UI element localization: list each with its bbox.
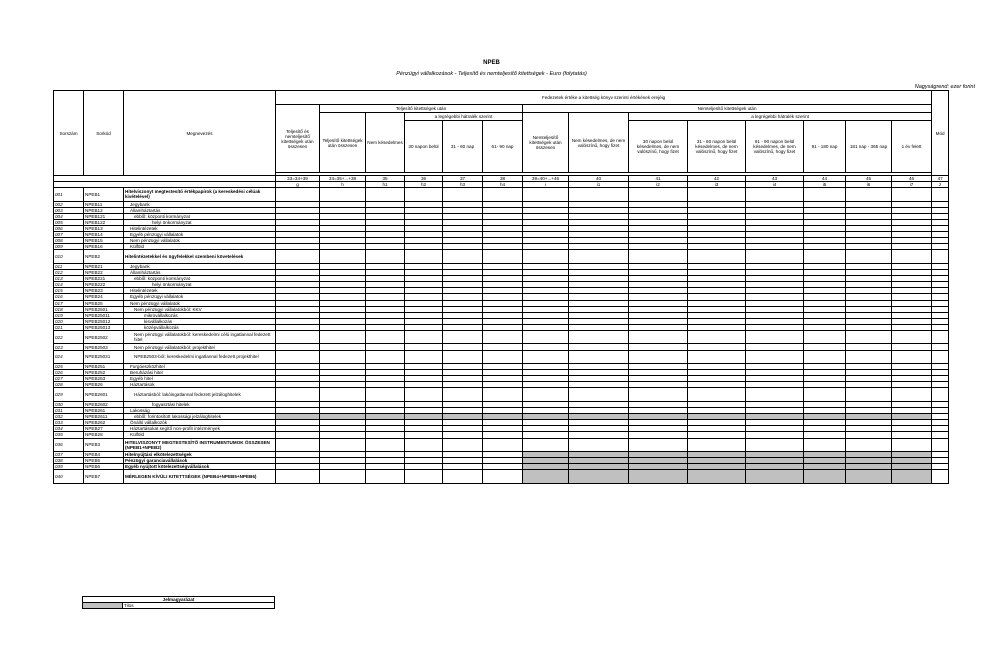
data-cell: [932, 250, 949, 264]
data-cell: [276, 250, 320, 264]
col-number: 42: [688, 176, 746, 182]
col-number: 47: [932, 176, 949, 182]
row-name: Jegybank: [124, 263, 276, 269]
row-code: NPEB4: [84, 452, 124, 458]
header-col-h4: 61- 90 nap: [483, 121, 523, 173]
row-number: 028: [54, 382, 84, 388]
row-name: Hitelintézetek: [124, 288, 276, 294]
header-nemtelj: Nemteljesítő kitettségek után: [523, 105, 932, 113]
data-cell: [483, 350, 523, 364]
data-cell: [405, 188, 443, 202]
data-cell: [443, 438, 483, 452]
data-cell: [688, 250, 746, 264]
data-cell: [804, 188, 846, 202]
row-number: 032: [54, 414, 84, 420]
data-cell: [932, 188, 949, 202]
data-cell: [366, 438, 405, 452]
data-cell: [276, 470, 320, 484]
row-number: 034: [54, 426, 84, 432]
data-cell: [443, 470, 483, 484]
row-name: Hitelnyújtási elkötelezettségek: [124, 452, 276, 458]
data-cell: [405, 388, 443, 402]
row-name: HITELVISZONYT MEGTESTESÍTŐ INSTRUMENTUMOK ÖSSZESEN (NPEB1+NPEB2): [124, 438, 276, 452]
row-code: NPEB252: [84, 370, 124, 376]
data-cell: [366, 470, 405, 484]
row-name: NPEB2503-ból: kereskedelmi ingatlannal fedezett projekthitel: [124, 350, 276, 364]
row-code: NPEB2602: [84, 401, 124, 407]
col-letter: i5: [804, 182, 846, 188]
row-name: Nem pénzügyi vállalatok: [124, 300, 276, 306]
data-cell: [443, 250, 483, 264]
row-number: 020: [54, 318, 84, 324]
header-legreg-2: a legrégebbi hátralék szerint: [629, 113, 932, 121]
col-letter: i6: [846, 182, 892, 188]
row-number: 027: [54, 376, 84, 382]
col-letter: h3: [443, 182, 483, 188]
col-letter: h2: [405, 182, 443, 188]
data-cell: [846, 330, 892, 344]
row-code: NPEB21: [84, 263, 124, 269]
header-col-i6: 181 nap - 365 nap: [846, 121, 892, 173]
data-cell: [804, 388, 846, 402]
col-number: 34=35+...+38: [320, 176, 366, 182]
data-cell: [932, 470, 949, 484]
row-number: 035: [54, 432, 84, 438]
row-code: NPEB2501: [84, 306, 124, 312]
data-cell: [523, 330, 569, 344]
data-cell: [688, 470, 746, 484]
row-code: NPEB25031: [84, 350, 124, 364]
row-code: NPEB2503: [84, 344, 124, 350]
data-cell: [846, 438, 892, 452]
row-code: NPEB122: [84, 219, 124, 225]
row-name: Háztartásból: lakóingatlannal fedezett jelzáloghitelek: [124, 388, 276, 402]
col-number: 40: [569, 176, 629, 182]
row-name: Hitelviszonyt megtestesítő értékpapírok (a kereskedési célúak kivételével): [124, 188, 276, 202]
row-name: Háztartásokat segítő non-profit intézmények: [124, 426, 276, 432]
row-number: 010: [54, 250, 84, 264]
row-code: NPEB2: [84, 250, 124, 264]
data-cell: [892, 350, 932, 364]
col-letter: i3: [688, 182, 746, 188]
col-number: 41: [629, 176, 688, 182]
row-number: 001: [54, 188, 84, 202]
data-cell: [366, 388, 405, 402]
row-number: 021: [54, 324, 84, 330]
row-code: NPEB14: [84, 232, 124, 238]
header-col-i2: 30 napon belül késedelmes, de nem valószínű, hogy fizet: [629, 121, 688, 173]
data-cell: [443, 350, 483, 364]
data-cell: [746, 188, 804, 202]
row-code: NPEB262: [84, 420, 124, 426]
row-code: NPEB5: [84, 458, 124, 464]
data-cell: [276, 330, 320, 344]
row-number: 037: [54, 452, 84, 458]
data-cell: [688, 388, 746, 402]
row-number: 008: [54, 238, 84, 244]
col-number: 46: [892, 176, 932, 182]
data-cell: [569, 388, 629, 402]
data-cell: [746, 350, 804, 364]
col-number: 35: [366, 176, 405, 182]
row-number: 015: [54, 288, 84, 294]
data-cell: [569, 330, 629, 344]
row-number: 017: [54, 300, 84, 306]
table-row: [54, 470, 949, 484]
row-name: Államháztartás: [124, 270, 276, 276]
row-name: Egyéb pénzügyi vállalatok: [124, 232, 276, 238]
unit-label: Nagyságrend: ezer forint: [914, 84, 975, 90]
table-row: [54, 350, 949, 364]
row-number: 040: [54, 470, 84, 484]
row-code: NPEB28: [84, 432, 124, 438]
data-cell: [846, 250, 892, 264]
row-code: NPEB24: [84, 294, 124, 300]
legend-item: Tilos: [123, 603, 275, 609]
row-number: 022: [54, 330, 84, 344]
row-number: 029: [54, 388, 84, 402]
data-cell: [366, 350, 405, 364]
header-telj: Teljesítő kitettségek után: [320, 105, 523, 113]
data-cell: [366, 250, 405, 264]
data-cell: [320, 330, 366, 344]
data-cell: [366, 330, 405, 344]
data-cell: [483, 388, 523, 402]
col-letter: i: [523, 182, 569, 188]
row-number: 023: [54, 344, 84, 350]
data-cell: [892, 438, 932, 452]
row-name: MÉRLEGEN KÍVÜLI KITETTSÉGEK (NPEB4+NPEB5+NPEB6): [124, 470, 276, 484]
data-cell: [276, 350, 320, 364]
row-name: ebből: forintosított lakossági jelzáloghitelek: [124, 414, 276, 420]
col-number: 36: [405, 176, 443, 182]
data-cell: [932, 388, 949, 402]
row-code: NPEB3: [84, 438, 124, 452]
row-name: kisvállalkozás: [124, 318, 276, 324]
row-number: 013: [54, 276, 84, 282]
data-cell: [483, 330, 523, 344]
row-name: Államháztartás: [124, 207, 276, 213]
row-number: 002: [54, 201, 84, 207]
row-number: 005: [54, 219, 84, 225]
row-code: NPEB261: [84, 408, 124, 414]
header-legreg-1: a legrégebbi hátralék szerint: [405, 113, 523, 121]
data-cell: [405, 438, 443, 452]
col-number: 45: [846, 176, 892, 182]
data-cell: [569, 438, 629, 452]
col-letter: g: [276, 182, 320, 188]
header-col-g: Teljesítő és nemteljesítő kitettségek után összesen: [276, 105, 320, 173]
row-code: NPEB222: [84, 282, 124, 288]
data-cell: [629, 350, 688, 364]
col-number: 37: [443, 176, 483, 182]
row-name: Egyéb nyújtott kötelezettségvállalások: [124, 464, 276, 470]
legend-title: Jelmagyarázat: [83, 597, 275, 603]
row-code: NPEB25: [84, 300, 124, 306]
data-cell: [804, 350, 846, 364]
data-cell: [846, 470, 892, 484]
data-cell: [320, 470, 366, 484]
data-cell: [688, 438, 746, 452]
row-code: NPEB25012: [84, 318, 124, 324]
row-code: NPEB6: [84, 464, 124, 470]
header-top: Fedezetek értéke a kitettség könyv szerinti értékének erejéig: [276, 91, 932, 105]
data-cell: [629, 438, 688, 452]
row-number: 036: [54, 438, 84, 452]
data-cell: [892, 250, 932, 264]
row-number: 004: [54, 213, 84, 219]
data-cell: [629, 470, 688, 484]
table-row: [54, 330, 949, 344]
row-code: NPEB23: [84, 288, 124, 294]
row-code: NPEB2611: [84, 414, 124, 420]
legend-swatch: [83, 603, 123, 609]
row-code: NPEB11: [84, 201, 124, 207]
col-letter: i4: [746, 182, 804, 188]
data-cell: [276, 188, 320, 202]
row-number: 024: [54, 350, 84, 364]
row-number: 012: [54, 270, 84, 276]
data-cell: [746, 438, 804, 452]
row-code: NPEB25011: [84, 312, 124, 318]
data-cell: [483, 250, 523, 264]
data-cell: [483, 438, 523, 452]
data-cell: [804, 438, 846, 452]
data-cell: [523, 388, 569, 402]
data-cell: [569, 470, 629, 484]
data-cell: [892, 470, 932, 484]
doc-subtitle: Pénzügyi vállalkozások - Teljesítő és nemteljesítő kitettségek - Euro (folytatás): [396, 71, 587, 77]
row-code: NPEB2601: [84, 388, 124, 402]
table-row: [54, 188, 949, 202]
data-cell: [892, 188, 932, 202]
data-cell: [688, 350, 746, 364]
data-cell: [443, 188, 483, 202]
data-cell: [569, 188, 629, 202]
col-letter: h4: [483, 182, 523, 188]
col-number: 44: [804, 176, 846, 182]
row-name: Egyéb hitel: [124, 376, 276, 382]
data-cell: [443, 388, 483, 402]
row-number: 007: [54, 232, 84, 238]
col-letter: h1: [366, 182, 405, 188]
row-code: NPEB251: [84, 364, 124, 370]
data-cell: [320, 188, 366, 202]
row-number: 018: [54, 306, 84, 312]
data-cell: [804, 330, 846, 344]
data-cell: [629, 250, 688, 264]
col-number: 33=34+39: [276, 176, 320, 182]
table-row: [54, 388, 949, 402]
row-number: 026: [54, 370, 84, 376]
row-number: 014: [54, 282, 84, 288]
header-col-h2: 30 napon belül: [405, 121, 443, 173]
data-cell: [846, 388, 892, 402]
row-code: NPEB25013: [84, 324, 124, 330]
data-cell: [320, 250, 366, 264]
row-number: 038: [54, 458, 84, 464]
row-name: Lakosság: [124, 408, 276, 414]
row-number: 011: [54, 263, 84, 269]
data-cell: [320, 388, 366, 402]
row-number: 033: [54, 420, 84, 426]
row-code: NPEB12: [84, 207, 124, 213]
table-row: [54, 438, 949, 452]
header-col-h: Teljesítő kitettségek után összesen: [320, 113, 366, 173]
data-cell: [523, 470, 569, 484]
data-cell: [405, 470, 443, 484]
col-number: 38: [483, 176, 523, 182]
data-cell: [276, 388, 320, 402]
row-number: 003: [54, 207, 84, 213]
data-cell: [523, 350, 569, 364]
row-code: NPEB121: [84, 213, 124, 219]
row-number: 030: [54, 401, 84, 407]
data-cell: [804, 250, 846, 264]
data-cell: [483, 470, 523, 484]
data-cell: [405, 350, 443, 364]
data-cell: [483, 188, 523, 202]
row-number: 009: [54, 244, 84, 250]
row-number: 039: [54, 464, 84, 470]
col-letter: z: [932, 182, 949, 188]
row-code: NPEB22: [84, 270, 124, 276]
data-cell: [932, 350, 949, 364]
data-cell: [846, 188, 892, 202]
data-cell: [804, 470, 846, 484]
table-row: [54, 250, 949, 264]
row-name: Külföld: [124, 432, 276, 438]
row-name: helyi önkormányzat: [124, 219, 276, 225]
data-cell: [320, 438, 366, 452]
row-name: középvállalkozás: [124, 324, 276, 330]
data-cell: [846, 350, 892, 364]
row-code: NPEB221: [84, 276, 124, 282]
row-number: 006: [54, 226, 84, 232]
data-cell: [320, 350, 366, 364]
data-cell: [629, 330, 688, 344]
header-mod: Mód: [932, 91, 949, 176]
row-name: fogyasztási hitelek: [124, 401, 276, 407]
row-number: 019: [54, 312, 84, 318]
row-code: NPEB1: [84, 188, 124, 202]
header-col-i3: 31 - 60 napon belül késedelmes, de nem valószínű, hogy fizet: [688, 121, 746, 173]
legend-table: [82, 596, 275, 609]
row-name: Hitelintézetek: [124, 226, 276, 232]
col-letter: h: [320, 182, 366, 188]
col-number: 39=40+...+46: [523, 176, 569, 182]
data-cell: [746, 388, 804, 402]
row-code: NPEB253: [84, 376, 124, 382]
data-cell: [892, 330, 932, 344]
data-cell: [629, 188, 688, 202]
row-name: Hitelintézetekkel és ügyfelekkel szembeni követelések: [124, 250, 276, 264]
data-cell: [443, 330, 483, 344]
header-col-i4: 61 - 90 napon belül késedelmes, de nem valószínű, hogy fizet: [746, 121, 804, 173]
row-number: 031: [54, 408, 84, 414]
header-megnevezes: Megnevezés: [124, 91, 276, 176]
header-col-h1: Nem késedelmes: [366, 113, 405, 173]
header-col-i: Nemteljesítő kitettségek után összesen: [523, 113, 569, 173]
header-col-i5: 91 - 180 nap: [804, 121, 846, 173]
data-cell: [746, 470, 804, 484]
row-number: 025: [54, 364, 84, 370]
row-code: NPEB15: [84, 238, 124, 244]
header-col-i7: 1 év felett: [892, 121, 932, 173]
header-sorkod: Sorkód: [84, 91, 124, 176]
data-cell: [892, 388, 932, 402]
data-cell: [366, 188, 405, 202]
data-cell: [688, 188, 746, 202]
row-code: NPEB2502: [84, 330, 124, 344]
row-name: Nem pénzügyi vállalatokból: kereskedelmi célú ingatlannal fedezett hitel: [124, 330, 276, 344]
col-letter: i7: [892, 182, 932, 188]
data-cell: [523, 438, 569, 452]
row-name: Külföld: [124, 244, 276, 250]
data-cell: [688, 330, 746, 344]
row-code: NPEB27: [84, 426, 124, 432]
row-name: ebből: központi kormányzat: [124, 276, 276, 282]
data-cell: [569, 250, 629, 264]
row-number: 016: [54, 294, 84, 300]
data-cell: [405, 250, 443, 264]
data-cell: [276, 438, 320, 452]
row-name: Egyéb pénzügyi vállalatok: [124, 294, 276, 300]
header-col-h3: 31 - 60 nap: [443, 121, 483, 173]
row-name: Nem pénzügyi vállalatokból: projekthitel: [124, 344, 276, 350]
data-cell: [405, 330, 443, 344]
data-cell: [629, 388, 688, 402]
row-name: mikrovállalkozás: [124, 312, 276, 318]
row-code: NPEB26: [84, 382, 124, 388]
npeb-table: [53, 90, 949, 484]
col-letter: i1: [569, 182, 629, 188]
row-name: Háztartások: [124, 382, 276, 388]
row-name: Beruházási hitel: [124, 370, 276, 376]
row-name: Nem pénzügyi vállalatokból: KKV: [124, 306, 276, 312]
header-col-i1: Nem késedelmes, de nem valószínű, hogy fizet: [569, 113, 629, 173]
row-code: NPEB13: [84, 226, 124, 232]
data-cell: [569, 350, 629, 364]
data-cell: [523, 250, 569, 264]
row-name: Pénzügyi garanciavállalások: [124, 458, 276, 464]
row-name: ebből: központi kormányzat: [124, 213, 276, 219]
data-cell: [746, 330, 804, 344]
row-code: NPEB16: [84, 244, 124, 250]
data-cell: [932, 330, 949, 344]
row-name: Nem pénzügyi vállalatok: [124, 238, 276, 244]
doc-title: NPEB: [483, 60, 500, 66]
row-name: Jegybank: [124, 201, 276, 207]
row-code: NPEB7: [84, 470, 124, 484]
data-cell: [523, 188, 569, 202]
data-cell: [932, 438, 949, 452]
row-name: helyi önkormányzat: [124, 282, 276, 288]
row-name: Önálló vállalkozók: [124, 420, 276, 426]
col-letter: i2: [629, 182, 688, 188]
data-cell: [746, 250, 804, 264]
row-name: Forgóeszközhitel: [124, 364, 276, 370]
col-number: 43: [746, 176, 804, 182]
header-sorszam: Sorszám: [54, 91, 84, 176]
